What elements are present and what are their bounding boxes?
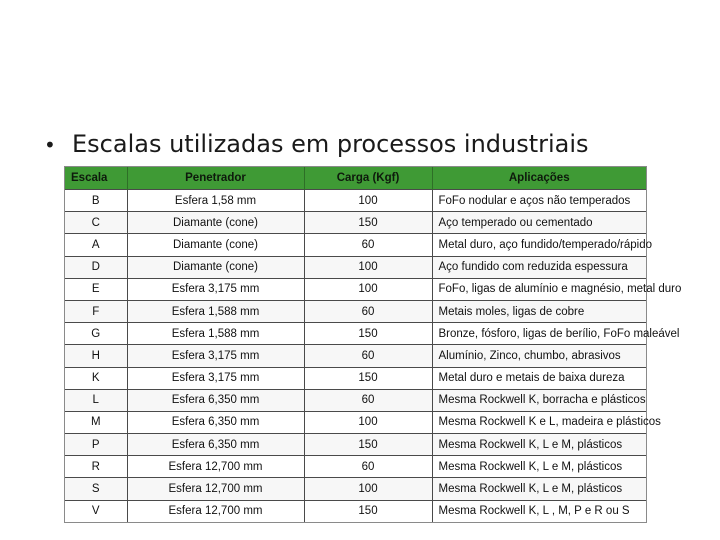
table-row (65, 500, 646, 522)
cell-aplicacoes: Mesma Rockwell K, L e M, plásticos (432, 478, 646, 500)
cell-penetrador: Esfera 1,588 mm (127, 323, 304, 345)
scales-table (65, 167, 682, 522)
cell-penetrador: Esfera 12,700 mm (127, 500, 304, 522)
cell-escala: S (65, 478, 127, 500)
cell-escala: V (65, 500, 127, 522)
cell-penetrador: Diamante (cone) (127, 212, 304, 234)
table-row (65, 478, 646, 500)
cell-aplicacoes: Mesma Rockwell K e L, madeira e plásticos (432, 411, 646, 433)
header-carga: Carga (Kgf) (304, 167, 432, 190)
cell-carga: 60 (304, 234, 432, 256)
cell-carga: 60 (304, 345, 432, 367)
table-row (65, 234, 646, 256)
rockwell-scales-table (64, 166, 682, 523)
cell-penetrador: Esfera 6,350 mm (127, 411, 304, 433)
cell-carga: 60 (304, 456, 432, 478)
cell-aplicacoes: Bronze, fósforo, ligas de berílio, FoFo maleável (432, 323, 646, 345)
cell-escala: D (65, 256, 127, 278)
header-aplicacoes: Aplicações (432, 167, 646, 190)
table-header-row (65, 167, 646, 190)
cell-penetrador: Esfera 3,175 mm (127, 345, 304, 367)
cell-aplicacoes: Metal duro e metais de baixa dureza (432, 367, 646, 389)
table-row (65, 300, 646, 322)
cell-penetrador: Esfera 6,350 mm (127, 389, 304, 411)
cell-aplicacoes: Aço temperado ou cementado (432, 212, 646, 234)
bullet-item (44, 130, 589, 158)
cell-penetrador: Esfera 12,700 mm (127, 456, 304, 478)
cell-escala: K (65, 367, 127, 389)
table-row (65, 411, 646, 433)
header-penetrador: Penetrador (127, 167, 304, 190)
cell-aplicacoes: Mesma Rockwell K, borracha e plásticos (432, 389, 646, 411)
cell-aplicacoes: Alumínio, Zinco, chumbo, abrasivos (432, 345, 646, 367)
bullet-text: Escalas utilizadas em processos industriais (72, 130, 589, 158)
cell-penetrador: Diamante (cone) (127, 234, 304, 256)
cell-aplicacoes: Aço fundido com reduzida espessura (432, 256, 646, 278)
cell-aplicacoes: FoFo nodular e aços não temperados (432, 190, 646, 212)
table-row (65, 190, 646, 212)
cell-carga: 100 (304, 411, 432, 433)
cell-escala: A (65, 234, 127, 256)
table-row (65, 456, 646, 478)
cell-aplicacoes: Metal duro, aço fundido/temperado/rápido (432, 234, 646, 256)
cell-aplicacoes: Mesma Rockwell K, L e M, plásticos (432, 456, 646, 478)
cell-escala: E (65, 278, 127, 300)
table-row (65, 278, 646, 300)
table-row (65, 367, 646, 389)
cell-carga: 150 (304, 212, 432, 234)
cell-aplicacoes: FoFo, ligas de alumínio e magnésio, metal duro (432, 278, 646, 300)
cell-aplicacoes: Mesma Rockwell K, L e M, plásticos (432, 434, 646, 456)
cell-carga: 150 (304, 367, 432, 389)
table-row (65, 389, 646, 411)
cell-penetrador: Esfera 1,58 mm (127, 190, 304, 212)
table-row (65, 345, 646, 367)
cell-escala: R (65, 456, 127, 478)
cell-escala: M (65, 411, 127, 433)
cell-carga: 100 (304, 478, 432, 500)
cell-carga: 60 (304, 300, 432, 322)
cell-penetrador: Esfera 3,175 mm (127, 367, 304, 389)
cell-carga: 150 (304, 434, 432, 456)
table-row (65, 323, 646, 345)
cell-penetrador: Esfera 1,588 mm (127, 300, 304, 322)
cell-carga: 150 (304, 323, 432, 345)
cell-aplicacoes: Mesma Rockwell K, L , M, P e R ou S (432, 500, 646, 522)
cell-escala: G (65, 323, 127, 345)
cell-escala: B (65, 190, 127, 212)
cell-carga: 150 (304, 500, 432, 522)
cell-penetrador: Esfera 3,175 mm (127, 278, 304, 300)
cell-escala: F (65, 300, 127, 322)
cell-carga: 100 (304, 190, 432, 212)
cell-penetrador: Diamante (cone) (127, 256, 304, 278)
cell-escala: H (65, 345, 127, 367)
cell-escala: L (65, 389, 127, 411)
table-row (65, 434, 646, 456)
cell-escala: P (65, 434, 127, 456)
cell-carga: 100 (304, 256, 432, 278)
cell-escala: C (65, 212, 127, 234)
cell-penetrador: Esfera 12,700 mm (127, 478, 304, 500)
table-row (65, 212, 646, 234)
cell-aplicacoes: Metais moles, ligas de cobre (432, 300, 646, 322)
cell-penetrador: Esfera 6,350 mm (127, 434, 304, 456)
table-row (65, 256, 646, 278)
cell-carga: 100 (304, 278, 432, 300)
table-body (65, 190, 682, 522)
cell-carga: 60 (304, 389, 432, 411)
bullet-dot-icon: • (44, 133, 56, 157)
header-escala: Escala (65, 167, 127, 190)
